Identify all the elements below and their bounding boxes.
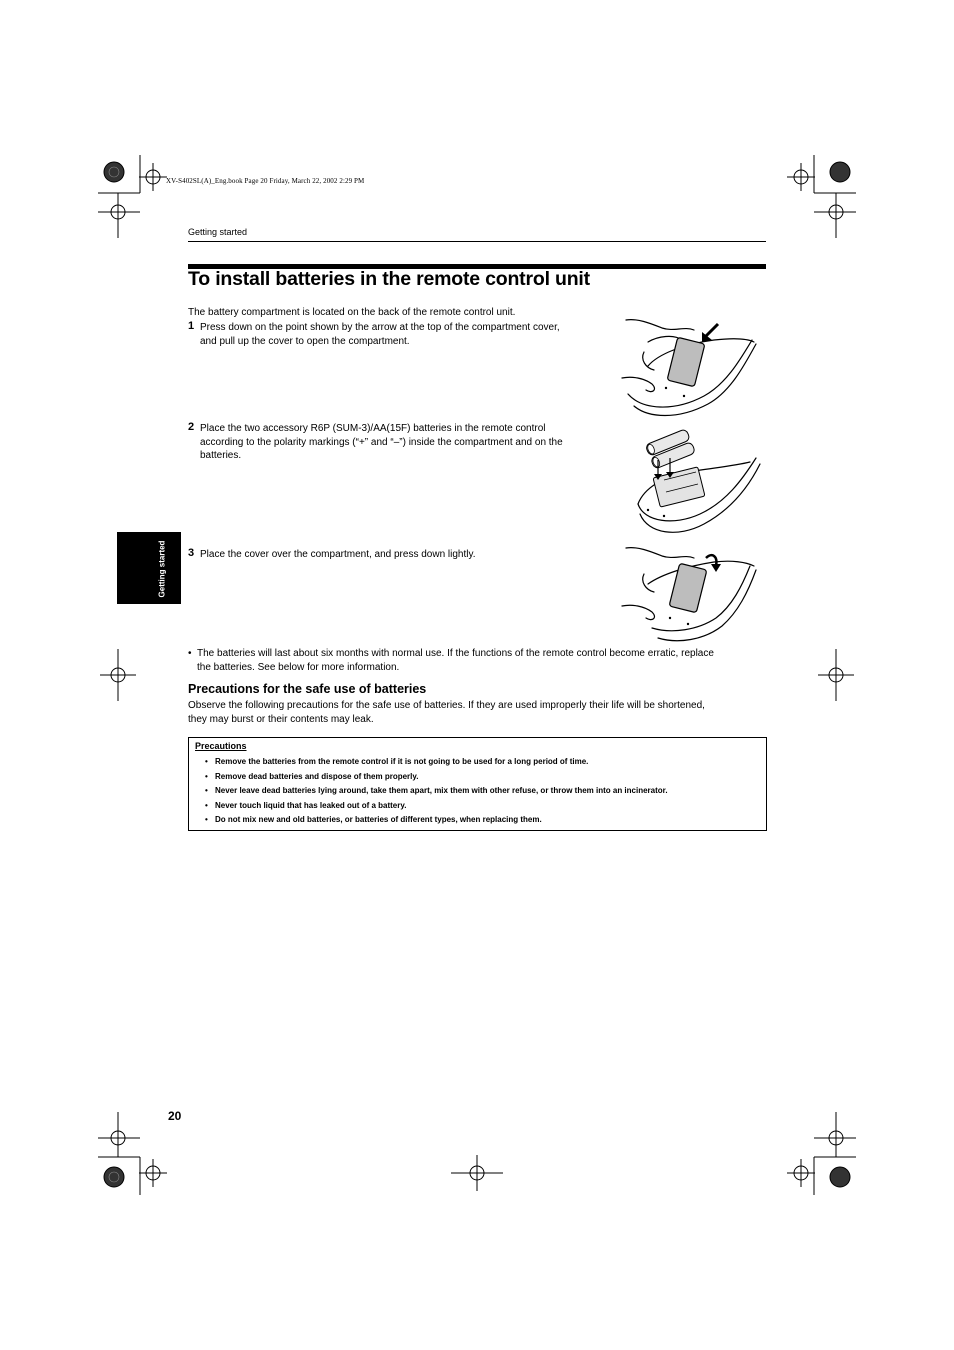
illustration-close-cover xyxy=(618,540,760,646)
step-2-number: 2 xyxy=(188,421,195,433)
side-tab-label: Getting started xyxy=(157,540,167,598)
illustration-insert-batteries xyxy=(634,422,762,538)
note-line-2: the batteries. See below for more information. xyxy=(197,661,400,673)
precautions-intro-line-2: they may burst or their contents may leak. xyxy=(188,713,374,725)
side-tab xyxy=(117,532,181,604)
precautions-list xyxy=(205,755,668,828)
note-line-1: The batteries will last about six months with normal use. If the functions of the remote control become erratic, replace xyxy=(197,648,714,659)
step-2-line-3: batteries. xyxy=(200,450,242,461)
print-info: XV-S402SL(A)_Eng.book Page 20 Friday, March 22, 2002 2:29 PM xyxy=(166,177,365,185)
step-3-text xyxy=(200,548,476,562)
page-number: 20 xyxy=(168,1109,182,1123)
precautions-box xyxy=(188,737,767,831)
step-2-line-1: Place the two accessory R6P (SUM-3)/AA(15F) batteries in the remote control xyxy=(200,423,546,434)
intro-text: The battery compartment is located on the back of the remote control unit. xyxy=(188,307,516,318)
note-bullet: • xyxy=(188,648,192,659)
step-2-line-2: according to the polarity markings (“+” and “–”) inside the compartment and on the xyxy=(200,436,563,448)
step-1-line-1: Press down on the point shown by the arrow at the top of the compartment cover, xyxy=(200,322,560,333)
step-1-line-2: and pull up the cover to open the compartment. xyxy=(200,335,410,347)
step-1-text xyxy=(200,321,560,348)
precaution-item: • Never leave dead batteries lying around, take them apart, mix them with other refuse, or throw them into an incinerator. xyxy=(205,784,668,799)
page-title: To install batteries in the remote control unit xyxy=(188,268,590,290)
precautions-box-title: Precautions xyxy=(195,741,247,751)
step-3-number: 3 xyxy=(188,547,195,559)
precautions-intro xyxy=(188,699,768,726)
precaution-item: • Never touch liquid that has leaked out of a battery. xyxy=(205,799,668,814)
precaution-item: • Do not mix new and old batteries, or batteries of different types, when replacing them. xyxy=(205,813,668,828)
step-1-number: 1 xyxy=(188,320,195,332)
section-label: Getting started xyxy=(188,227,248,237)
step-3-line-1: Place the cover over the compartment, and press down lightly. xyxy=(200,549,476,560)
precaution-item: • Remove the batteries from the remote control if it is not going to be used for a long period of time. xyxy=(205,755,668,770)
header-rule xyxy=(188,241,766,242)
illustration-open-cover xyxy=(618,314,760,420)
precautions-heading: Precautions for the safe use of batteries xyxy=(188,682,427,696)
step-2-text xyxy=(200,422,563,463)
battery-life-note xyxy=(188,647,768,674)
precaution-item: • Remove dead batteries and dispose of them properly. xyxy=(205,770,668,785)
precautions-intro-line-1: Observe the following precautions for the safe use of batteries. If they are used improperly their life will be shortened, xyxy=(188,700,705,711)
